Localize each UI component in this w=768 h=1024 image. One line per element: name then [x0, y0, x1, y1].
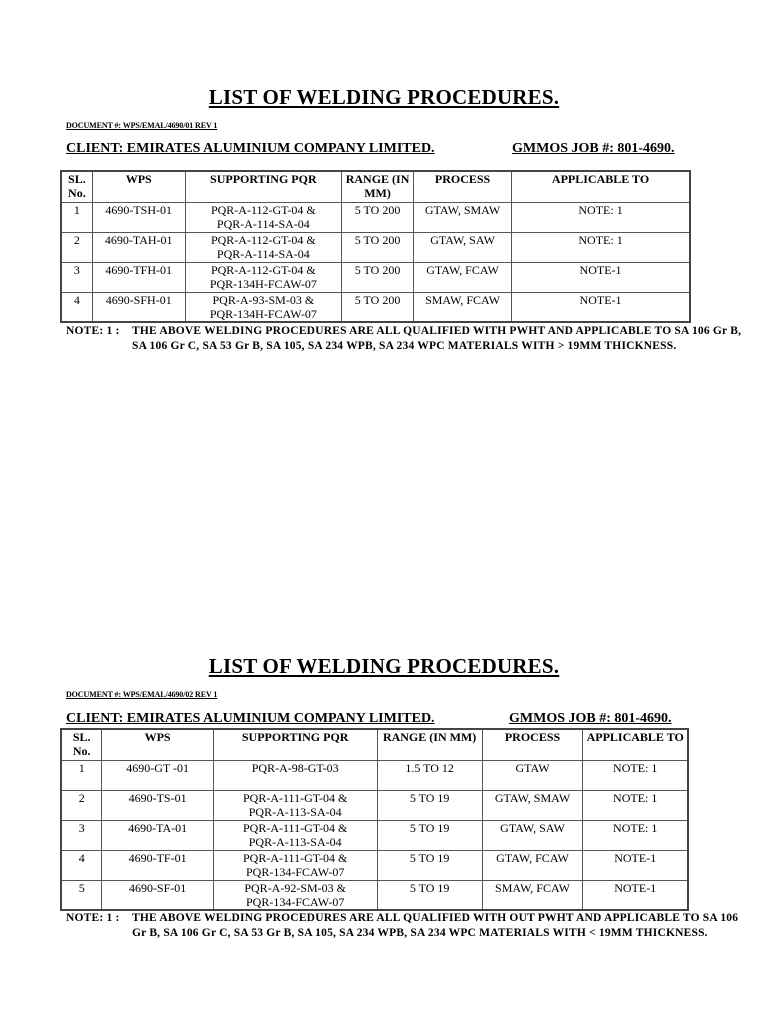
- table-row: [61, 262, 690, 292]
- cell-sl: 1: [61, 760, 102, 790]
- table-row: [61, 790, 688, 820]
- note-block: [66, 324, 746, 372]
- pqr-line-2: PQR-A-113-SA-04: [248, 804, 342, 819]
- cell-applicable: NOTE-1: [512, 292, 690, 322]
- table-row: [61, 850, 688, 880]
- header-process: PROCESS: [414, 171, 512, 202]
- pqr-line-2: PQR-A-114-SA-04: [216, 246, 310, 261]
- header-wps: WPS: [102, 729, 213, 760]
- cell-range: 5 TO 19: [377, 850, 482, 880]
- header-sl-no: SL. No.: [61, 171, 92, 202]
- note-label: NOTE: 1 :: [66, 912, 120, 924]
- pqr-line-1: PQR-A-93-SM-03 &: [212, 292, 315, 307]
- cell-wps: 4690-SF-01: [102, 880, 213, 910]
- cell-sl: 5: [61, 880, 102, 910]
- welding-procedures-table: [60, 170, 691, 323]
- pqr-line-2: PQR-A-113-SA-04: [248, 834, 342, 849]
- cell-applicable: NOTE-1: [512, 262, 690, 292]
- cell-sl: 3: [61, 820, 102, 850]
- cell-sl: 3: [61, 262, 92, 292]
- header-process: PROCESS: [482, 729, 583, 760]
- table-row: [61, 232, 690, 262]
- header-applicable-to: APPLICABLE TO: [512, 171, 690, 202]
- cell-process: SMAW, FCAW: [414, 292, 512, 322]
- cell-sl: 4: [61, 292, 92, 322]
- pqr-line-1: PQR-A-92-SM-03 &: [244, 880, 347, 895]
- cell-sl: 4: [61, 850, 102, 880]
- cell-range: 5 TO 200: [342, 292, 414, 322]
- cell-process: GTAW: [482, 760, 583, 790]
- pqr-line-2: PQR-A-114-SA-04: [216, 216, 310, 231]
- cell-pqr: [185, 232, 341, 262]
- pqr-line-2: PQR-134H-FCAW-07: [209, 276, 317, 291]
- pqr-line-1: PQR-A-111-GT-04 &: [243, 850, 348, 865]
- cell-range: 5 TO 19: [377, 820, 482, 850]
- cell-process: SMAW, FCAW: [482, 880, 583, 910]
- page-title: LIST OF WELDING PROCEDURES.: [208, 85, 560, 109]
- table-row: [61, 292, 690, 322]
- cell-process: GTAW, SMAW: [482, 790, 583, 820]
- cell-pqr: [213, 790, 377, 820]
- cell-wps: 4690-TA-01: [102, 820, 213, 850]
- cell-applicable: NOTE-1: [583, 880, 688, 910]
- cell-applicable: NOTE: 1: [512, 232, 690, 262]
- pqr-line-1: PQR-A-111-GT-04 &: [243, 820, 348, 835]
- pqr-line-1: PQR-A-98-GT-03: [251, 760, 339, 775]
- cell-wps: 4690-TF-01: [102, 850, 213, 880]
- cell-range: 1.5 TO 12: [377, 760, 482, 790]
- cell-pqr: [185, 292, 341, 322]
- cell-sl: 1: [61, 202, 92, 232]
- cell-pqr: [213, 880, 377, 910]
- cell-range: 5 TO 19: [377, 880, 482, 910]
- cell-process: GTAW, SMAW: [414, 202, 512, 232]
- cell-range: 5 TO 200: [342, 262, 414, 292]
- cell-pqr: [213, 820, 377, 850]
- cell-applicable: NOTE: 1: [583, 760, 688, 790]
- document-number: DOCUMENT #: WPS/EMAL/4690/01 REV 1: [66, 121, 218, 130]
- cell-sl: 2: [61, 790, 102, 820]
- table-row: [61, 202, 690, 232]
- header-sl-no: SL. No.: [61, 729, 102, 760]
- cell-sl: 2: [61, 232, 92, 262]
- cell-process: GTAW, SAW: [414, 232, 512, 262]
- cell-pqr: [213, 760, 377, 790]
- page-title: LIST OF WELDING PROCEDURES.: [208, 654, 560, 678]
- client-name: CLIENT: EMIRATES ALUMINIUM COMPANY LIMITED.: [66, 141, 435, 156]
- cell-range: 5 TO 200: [342, 232, 414, 262]
- pqr-line-2: PQR-134-FCAW-07: [245, 864, 345, 879]
- pqr-line-1: PQR-A-111-GT-04 &: [243, 790, 348, 805]
- job-number: GMMOS JOB #: 801-4690.: [509, 711, 672, 726]
- cell-process: GTAW, FCAW: [414, 262, 512, 292]
- cell-applicable: NOTE: 1: [583, 790, 688, 820]
- table-row: [61, 820, 688, 850]
- header-supporting-pqr: SUPPORTING PQR: [185, 171, 341, 202]
- table-header-row: [61, 171, 690, 202]
- cell-pqr: [213, 850, 377, 880]
- cell-range: 5 TO 200: [342, 202, 414, 232]
- cell-applicable: NOTE-1: [583, 850, 688, 880]
- header-range: RANGE (IN MM): [377, 729, 482, 760]
- pqr-line-1: PQR-A-112-GT-04 &: [210, 202, 316, 217]
- pqr-line-1: PQR-A-112-GT-04 &: [210, 262, 316, 277]
- cell-applicable: NOTE: 1: [583, 820, 688, 850]
- header-wps: WPS: [92, 171, 185, 202]
- job-number: GMMOS JOB #: 801-4690.: [512, 141, 675, 156]
- client-name: CLIENT: EMIRATES ALUMINIUM COMPANY LIMITED.: [66, 711, 435, 726]
- header-range: RANGE (IN MM): [342, 171, 414, 202]
- cell-process: GTAW, SAW: [482, 820, 583, 850]
- note-label: NOTE: 1 :: [66, 325, 120, 337]
- note-text: THE ABOVE WELDING PROCEDURES ARE ALL QUALIFIED WITH OUT PWHT AND APPLICABLE TO SA 106 Gr B, SA 106 Gr C, SA 53 Gr B, SA 105, SA 234 WPB, SA 234 WPC MATERIALS WITH < 19MM THICKNESS.: [132, 912, 739, 939]
- cell-wps: 4690-GT -01: [102, 760, 213, 790]
- pqr-line-1: PQR-A-112-GT-04 &: [210, 232, 316, 247]
- cell-process: GTAW, FCAW: [482, 850, 583, 880]
- header-supporting-pqr: SUPPORTING PQR: [213, 729, 377, 760]
- pqr-line-2: PQR-134-FCAW-07: [245, 894, 345, 909]
- document-number: DOCUMENT #: WPS/EMAL/4690/02 REV 1: [66, 690, 218, 699]
- cell-pqr: [185, 262, 341, 292]
- cell-range: 5 TO 19: [377, 790, 482, 820]
- pqr-line-2: PQR-134H-FCAW-07: [209, 306, 317, 321]
- cell-wps: 4690-TAH-01: [92, 232, 185, 262]
- header-applicable-to: APPLICABLE TO: [583, 729, 688, 760]
- cell-wps: 4690-TS-01: [102, 790, 213, 820]
- cell-pqr: [185, 202, 341, 232]
- note-text: THE ABOVE WELDING PROCEDURES ARE ALL QUALIFIED WITH PWHT AND APPLICABLE TO SA 106 Gr B, SA 106 Gr C, SA 53 Gr B, SA 105, SA 234 WPB, SA 234 WPC MATERIALS WITH > 19MM THICKNESS.: [132, 325, 742, 352]
- cell-wps: 4690-TFH-01: [92, 262, 185, 292]
- table-row: [61, 880, 688, 910]
- cell-applicable: NOTE: 1: [512, 202, 690, 232]
- cell-wps: 4690-TSH-01: [92, 202, 185, 232]
- table-row: [61, 760, 688, 790]
- note-block: [66, 911, 746, 959]
- table-header-row: [61, 729, 688, 760]
- cell-wps: 4690-SFH-01: [92, 292, 185, 322]
- welding-procedures-table: [60, 728, 689, 911]
